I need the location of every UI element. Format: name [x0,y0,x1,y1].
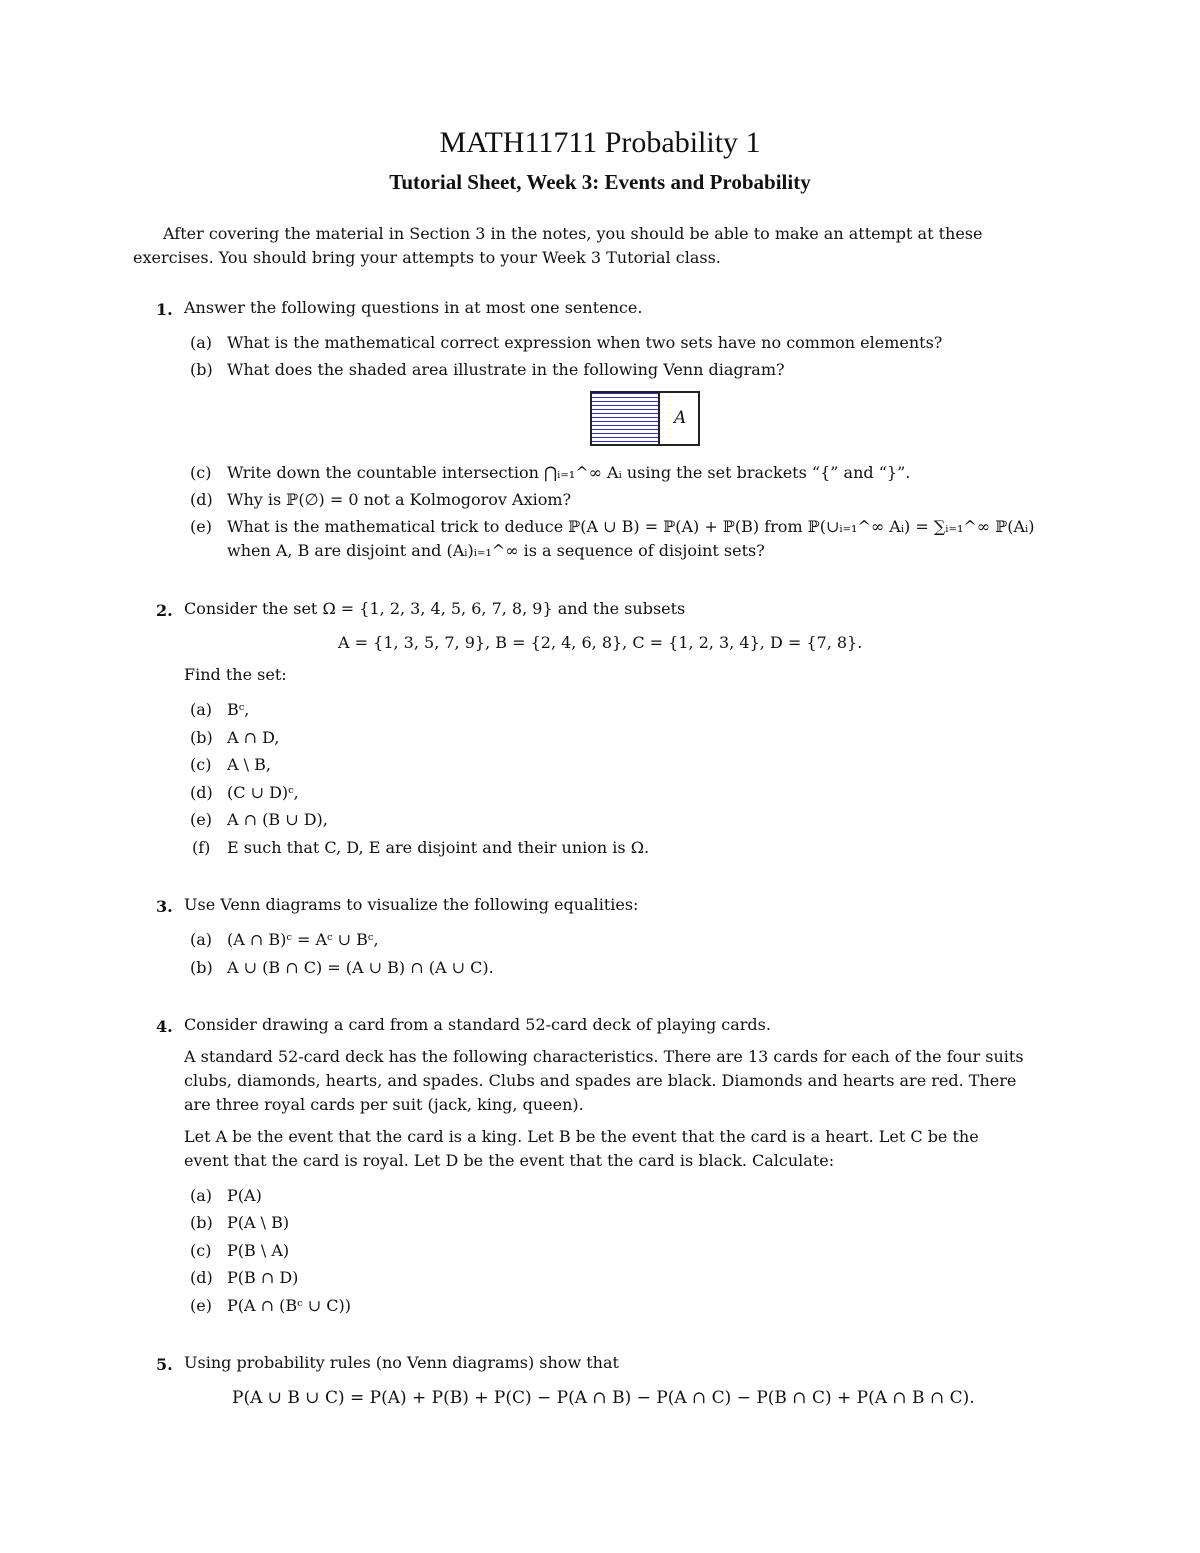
q3-item-b: A ∪ (B ∩ C) = (A ∪ B) ∩ (A ∪ C). [227,958,494,977]
intro-line-1: After covering the material in Section 3 in the notes, you should be able to make an attempt at these [163,224,983,243]
q1-a-label: (a) [190,333,213,352]
q1-d-text: Why is ℙ(∅) = 0 not a Kolmogorov Axiom? [227,490,572,509]
q2-item-a-label: (a) [190,700,213,719]
q4-p2-line-1: Let A be the event that the card is a king. Let B be the event that the card is a heart. Let C be the [184,1127,979,1146]
q4-text: Consider drawing a card from a standard 52-card deck of playing cards. [184,1015,771,1034]
q1-e-label: (e) [190,517,212,536]
q4-p2-line-2: event that the card is royal. Let D be the event that the card is black. Calculate: [184,1151,835,1170]
q1-b-text: What does the shaded area illustrate in the following Venn diagram? [227,360,785,379]
venn-set-label: A [674,408,687,428]
q2-item-c-label: (c) [190,755,212,774]
q1-c-text: Write down the countable intersection ⋂ᵢ₌₁^∞ Aᵢ using the set brackets “{” and “}”. [227,463,911,482]
q2-item-f-label: (f) [192,838,211,857]
q1-e-text-2: when A, B are disjoint and (Aᵢ)ᵢ₌₁^∞ is a sequence of disjoint sets? [227,541,765,560]
q4-p1-line-1: A standard 52-card deck has the following characteristics. There are 13 cards for each of the four suits [184,1047,1024,1066]
q2-item-d-label: (d) [190,783,213,802]
q2-item-b-label: (b) [190,728,213,747]
intro-line-2: exercises. You should bring your attempts to your Week 3 Tutorial class. [133,248,721,267]
q1-c-label: (c) [190,463,212,482]
q4-item-c: P(B \ A) [227,1241,290,1260]
q3-number: 3. [156,897,173,916]
q4-item-e-label: (e) [190,1296,212,1315]
q4-item-d: P(B ∩ D) [227,1268,299,1287]
q4-item-a: P(A) [227,1186,262,1205]
q3-item-b-label: (b) [190,958,213,977]
q1-b-label: (b) [190,360,213,379]
q2-number: 2. [156,601,173,620]
q3-text: Use Venn diagrams to visualize the following equalities: [184,895,639,914]
q4-item-c-label: (c) [190,1241,212,1260]
q2-item-d: (C ∪ D)ᶜ, [227,783,299,802]
q1-text: Answer the following questions in at most one sentence. [184,298,643,317]
q3-item-a: (A ∩ B)ᶜ = Aᶜ ∪ Bᶜ, [227,930,379,949]
q2-text: Consider the set Ω = {1, 2, 3, 4, 5, 6, 7, 8, 9} and the subsets [184,599,686,618]
q4-item-a-label: (a) [190,1186,213,1205]
q4-item-d-label: (d) [190,1268,213,1287]
q2-item-f: E such that C, D, E are disjoint and their union is Ω. [227,838,650,857]
q2-item-c: A \ B, [227,755,271,774]
q1-a-text: What is the mathematical correct expression when two sets have no common elements? [227,333,943,352]
q4-p1-line-2: clubs, diamonds, hearts, and spades. Clubs and spades are black. Diamonds and hearts are red. There [184,1071,1017,1090]
page-subtitle: Tutorial Sheet, Week 3: Events and Probability [389,170,811,194]
q2-item-a: Bᶜ, [227,700,250,719]
q1-number: 1. [156,300,173,319]
venn-shaded-complement [592,393,660,444]
q4-number: 4. [156,1017,173,1036]
q2-sets: A = {1, 3, 5, 7, 9}, B = {2, 4, 6, 8}, C = {1, 2, 3, 4}, D = {7, 8}. [338,633,863,652]
page-title: MATH11711 Probability 1 [439,126,761,159]
q2-find: Find the set: [184,665,287,684]
q5-text: Using probability rules (no Venn diagrams) show that [184,1353,619,1372]
q5-formula: P(A ∪ B ∪ C) = P(A) + P(B) + P(C) − P(A ∩ B) − P(A ∩ C) − P(B ∩ C) + P(A ∩ B ∩ C). [232,1388,975,1408]
q3-item-a-label: (a) [190,930,213,949]
q2-item-e: A ∩ (B ∪ D), [227,810,328,829]
q5-number: 5. [156,1355,173,1374]
q1-e-text-1: What is the mathematical trick to deduce ℙ(A ∪ B) = ℙ(A) + ℙ(B) from ℙ(∪ᵢ₌₁^∞ Aᵢ) = ∑ᵢ₌₁^∞ ℙ(Aᵢ) [227,517,1035,536]
q1-d-label: (d) [190,490,213,509]
q4-item-b: P(A \ B) [227,1213,290,1232]
q2-item-b: A ∩ D, [227,728,280,747]
q2-item-e-label: (e) [190,810,212,829]
q4-p1-line-3: are three royal cards per suit (jack, king, queen). [184,1095,584,1114]
q4-item-e: P(A ∩ (Bᶜ ∪ C)) [227,1296,351,1315]
q4-item-b-label: (b) [190,1213,213,1232]
venn-diagram [590,391,700,446]
